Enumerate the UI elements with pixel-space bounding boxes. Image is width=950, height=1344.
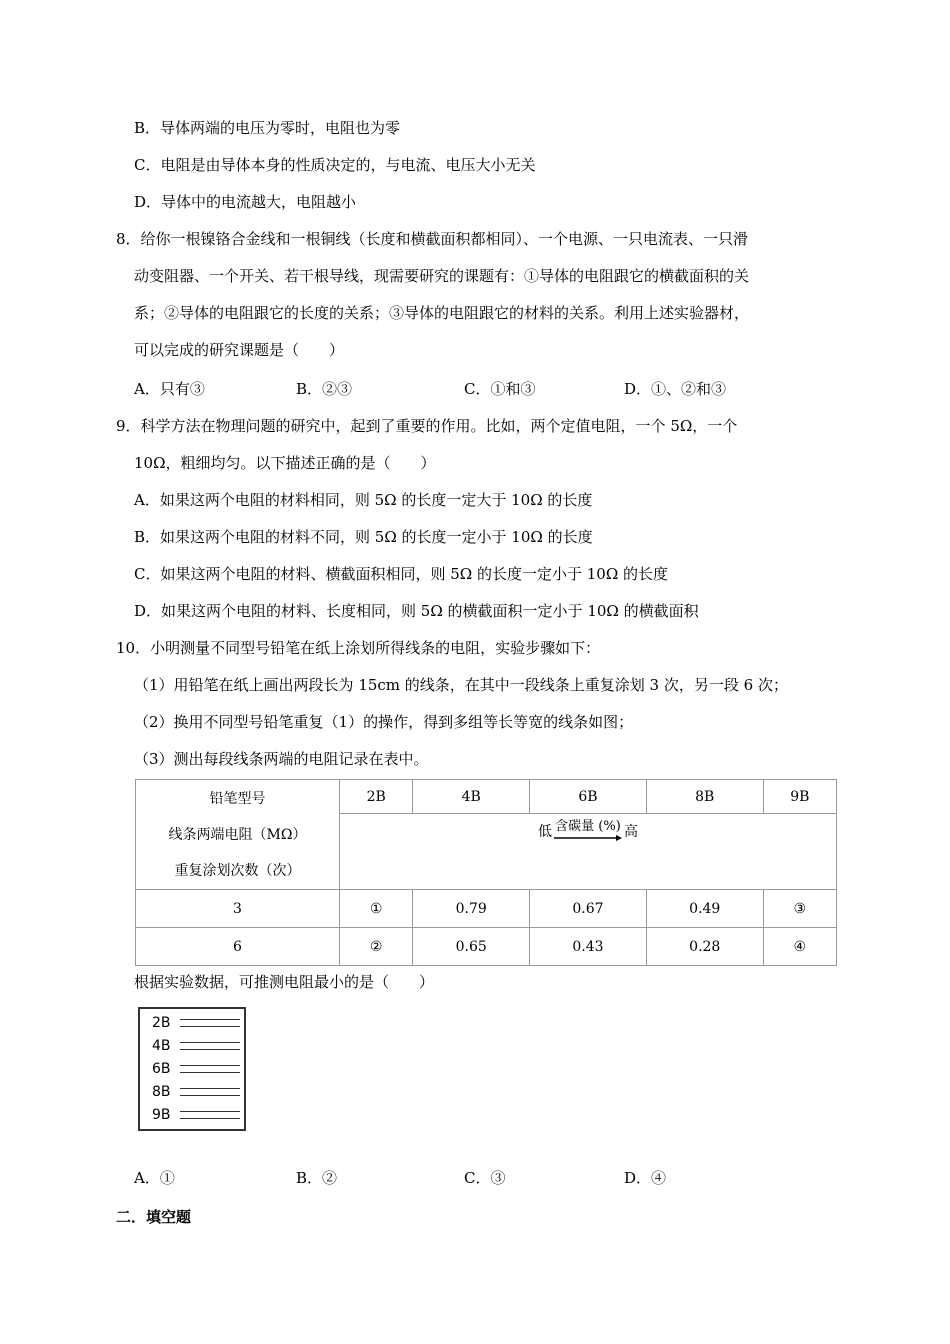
q8-option-b: B．②③ <box>296 380 353 398</box>
q10-option-b: B．② <box>296 1169 338 1187</box>
q10-step-3: （3）测出每段线条两端的电阻记录在表中。 <box>134 750 429 768</box>
pencil-line-pair <box>180 1042 240 1050</box>
pencil-line-pair <box>180 1065 240 1073</box>
value-cell: 0.65 <box>413 928 530 966</box>
figure-label: 9B <box>152 1107 171 1123</box>
q9-option-c: C．如果这两个电阻的材料、横截面积相同，则 5Ω 的长度一定小于 10Ω 的长度 <box>134 565 669 583</box>
q9-option-b: B．如果这两个电阻的材料不同，则 5Ω 的长度一定小于 10Ω 的长度 <box>134 528 593 546</box>
value-cell: ③ <box>763 890 836 928</box>
q9-stem-line-2: 10Ω，粗细均匀。以下描述正确的是（ ） <box>134 454 436 472</box>
header-pencil-type: 铅笔型号 <box>209 790 266 807</box>
q10-option-d: D．④ <box>624 1169 667 1187</box>
q7-option-d: D．导体中的电流越大，电阻越小 <box>134 193 357 211</box>
q10-step-2: （2）换用不同型号铅笔重复（1）的操作，得到多组等长等宽的线条如图； <box>134 713 634 731</box>
pencil-type-cell: 8B <box>646 780 763 814</box>
gauge-low-label: 低 <box>538 824 552 840</box>
value-cell: ② <box>340 928 413 966</box>
figure-label: 4B <box>152 1038 171 1054</box>
q10-option-a: A．① <box>134 1169 175 1187</box>
figure-label: 6B <box>152 1061 171 1077</box>
arrow-right-icon <box>554 834 622 842</box>
figure-row <box>152 1038 240 1054</box>
pencil-type-cell: 9B <box>763 780 836 814</box>
value-cell: 0.49 <box>646 890 763 928</box>
table-row <box>136 928 837 966</box>
q10-option-c: C．③ <box>464 1169 506 1187</box>
q10-question: 根据实验数据，可推测电阻最小的是（ ） <box>134 973 435 991</box>
q7-option-c: C．电阻是由导体本身的性质决定的，与电流、电压大小无关 <box>134 156 536 174</box>
pencil-type-cell: 2B <box>340 780 413 814</box>
q10-step-1: （1）用铅笔在纸上画出两段长为 15cm 的线条，在其中一段线条上重复涂划 3 次，另一段 6 次； <box>134 676 788 694</box>
figure-label: 2B <box>152 1015 171 1031</box>
table-header-left <box>136 780 340 890</box>
figure-label: 8B <box>152 1084 171 1100</box>
q8-stem-line-3: 系；②导体的电阻跟它的长度的关系；③导体的电阻跟它的材料的关系。利用上述实验器材， <box>134 304 750 322</box>
header-count: 重复涂划次数（次） <box>174 862 301 879</box>
carbon-content-gauge <box>538 820 638 842</box>
pencil-line-pair <box>180 1019 240 1027</box>
q9-option-d: D．如果这两个电阻的材料、长度相同，则 5Ω 的横截面积一定小于 10Ω 的横截面积 <box>134 602 699 620</box>
value-cell: 0.67 <box>530 890 647 928</box>
q8-option-d: D．①、②和③ <box>624 380 727 398</box>
header-resistance: 线条两端电阻（MΩ） <box>168 826 307 843</box>
figure-row <box>152 1015 240 1031</box>
value-cell: 0.28 <box>646 928 763 966</box>
value-cell: ① <box>340 890 413 928</box>
value-cell: 0.43 <box>530 928 647 966</box>
figure-row <box>152 1084 240 1100</box>
table-row <box>136 890 837 928</box>
pencil-type-cell: 4B <box>413 780 530 814</box>
q8-option-a: A．只有③ <box>134 380 205 398</box>
pencil-line-pair <box>180 1088 240 1096</box>
gauge-high-label: 高 <box>624 824 638 840</box>
count-cell: 3 <box>136 890 340 928</box>
q8-stem-line-2: 动变阻器、一个开关、若干根导线，现需要研究的课题有：①导体的电阻跟它的横截面积的关 <box>134 267 750 285</box>
q9-option-a: A．如果这两个电阻的材料相同，则 5Ω 的长度一定大于 10Ω 的长度 <box>134 491 593 509</box>
q7-option-b: B．导体两端的电压为零时，电阻也为零 <box>134 119 401 137</box>
count-cell: 6 <box>136 928 340 966</box>
figure-row <box>152 1061 240 1077</box>
q9-stem-line-1: 9．科学方法在物理问题的研究中，起到了重要的作用。比如，两个定值电阻，一个 5Ω，一个 <box>116 417 738 435</box>
value-cell: 0.79 <box>413 890 530 928</box>
q10-stem: 10．小明测量不同型号铅笔在纸上涂划所得线条的电阻，实验步骤如下： <box>116 639 601 657</box>
pencil-lines-figure <box>138 1007 246 1131</box>
carbon-gauge-cell <box>340 814 837 890</box>
q8-stem-line-4: 可以完成的研究课题是（ ） <box>134 341 345 359</box>
resistance-table <box>135 779 837 966</box>
q8-option-c: C．①和③ <box>464 380 536 398</box>
section-heading: 二．填空题 <box>116 1208 192 1226</box>
pencil-line-pair <box>180 1111 240 1119</box>
gauge-label: 含碳量 (%) <box>555 819 621 834</box>
figure-row <box>152 1107 240 1123</box>
q8-stem-line-1: 8．给你一根镍铬合金线和一根铜线（长度和横截面积都相同）、一个电源、一只电流表、一只滑 <box>116 230 749 248</box>
pencil-type-cell: 6B <box>530 780 647 814</box>
value-cell: ④ <box>763 928 836 966</box>
